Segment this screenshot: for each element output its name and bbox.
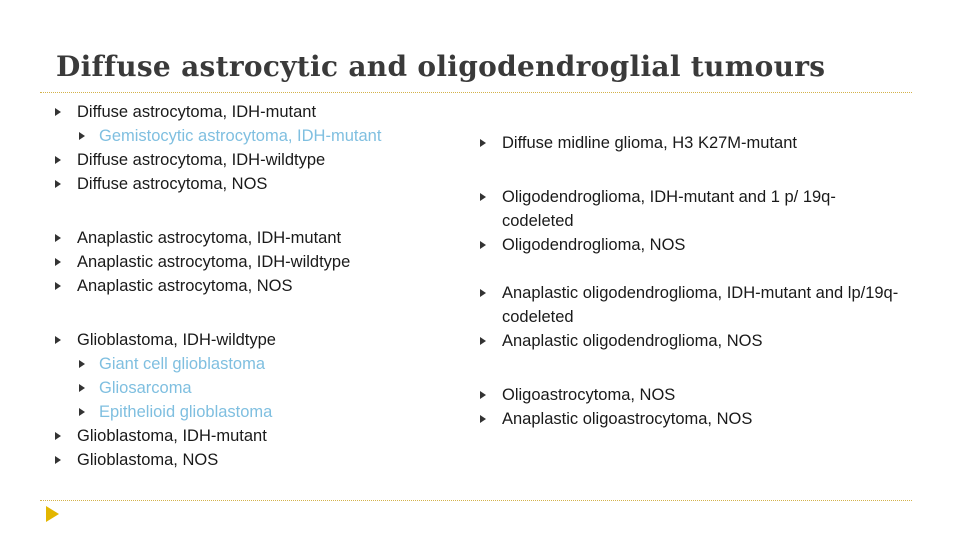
bullet-arrow-icon [79,132,85,140]
bullet-arrow-icon [480,139,486,147]
list-item: Diffuse astrocytoma, NOS [77,172,267,196]
list-item-sub: Gemistocytic astrocytoma, IDH-mutant [99,124,381,148]
bullet-arrow-icon [55,282,61,290]
bullet-arrow-icon [55,234,61,242]
bullet-arrow-icon [55,156,61,164]
title-divider [40,92,912,93]
list-item-sub: Epithelioid glioblastoma [99,400,272,424]
play-arrow-icon [46,506,59,522]
list-item: Glioblastoma, IDH-wildtype [77,328,276,352]
bullet-arrow-icon [79,408,85,416]
bullet-arrow-icon [79,384,85,392]
list-item: Anaplastic astrocytoma, IDH-wildtype [77,250,350,274]
list-item: Glioblastoma, NOS [77,448,218,472]
list-item: Oligodendroglioma, IDH-mutant and 1 p/ 19q-codeleted [502,185,892,233]
list-item: Anaplastic astrocytoma, IDH-mutant [77,226,341,250]
bullet-arrow-icon [480,415,486,423]
bullet-arrow-icon [55,456,61,464]
list-item: Diffuse astrocytoma, IDH-wildtype [77,148,325,172]
bullet-arrow-icon [480,241,486,249]
footer-divider [40,500,912,501]
list-item: Anaplastic oligoastrocytoma, NOS [502,407,752,431]
list-item: Anaplastic oligodendroglioma, IDH-mutant and lp/19q-codeleted [502,281,902,329]
bullet-arrow-icon [480,193,486,201]
bullet-arrow-icon [55,336,61,344]
bullet-arrow-icon [79,360,85,368]
list-item-sub: Giant cell glioblastoma [99,352,265,376]
list-item: Anaplastic astrocytoma, NOS [77,274,293,298]
list-item: Glioblastoma, IDH-mutant [77,424,267,448]
slide-title: Diffuse astrocytic and oligodendroglial tumours [56,50,826,83]
bullet-arrow-icon [480,391,486,399]
bullet-arrow-icon [480,289,486,297]
bullet-arrow-icon [55,180,61,188]
bullet-arrow-icon [55,108,61,116]
bullet-arrow-icon [480,337,486,345]
bullet-arrow-icon [55,258,61,266]
list-item: Diffuse astrocytoma, IDH-mutant [77,100,316,124]
list-item-sub: Gliosarcoma [99,376,192,400]
list-item: Anaplastic oligodendroglioma, NOS [502,329,762,353]
list-item: Oligoastrocytoma, NOS [502,383,675,407]
list-item: Diffuse midline glioma, H3 K27M-mutant [502,131,797,155]
list-item: Oligodendroglioma, NOS [502,233,685,257]
bullet-arrow-icon [55,432,61,440]
